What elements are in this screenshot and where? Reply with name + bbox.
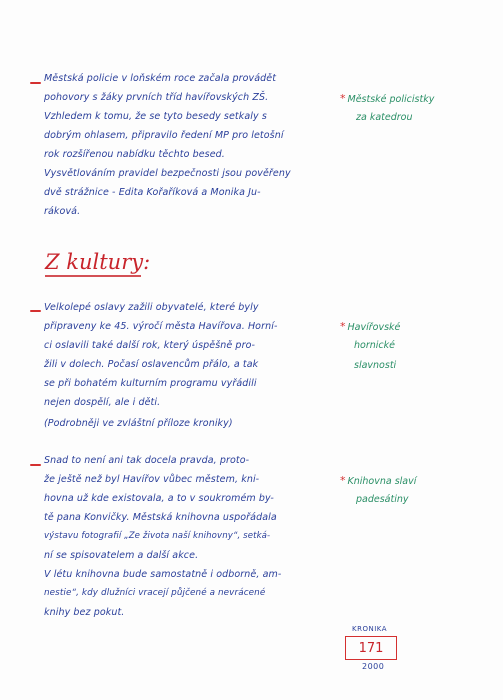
note-line: hornické [354, 340, 395, 351]
paragraph-library [44, 455, 339, 625]
text-line: Vysvětlováním pravidel bezpečnosti jsou pověřeny [44, 168, 291, 179]
text-line: rok rozšířenou nabídku těchto besed. [44, 149, 225, 160]
asterisk-icon: * [340, 92, 346, 105]
stamp-label-top: KRONIKA [352, 625, 388, 633]
note-line: Knihovna slaví [347, 476, 417, 487]
paragraph-culture [44, 302, 334, 437]
bullet-dash [30, 82, 41, 84]
margin-note-police [340, 92, 490, 132]
section-heading [45, 250, 150, 274]
text-line: Velkolepé oslavy zažili obyvatelé, které byly [44, 302, 259, 313]
text-line: Vzhledem k tomu, že se tyto besedy setkaly s [44, 111, 267, 122]
bullet-dash [30, 310, 41, 312]
note-line: za katedrou [356, 112, 413, 123]
text-line: Městská policie v loňském roce začala provádět [44, 73, 277, 84]
asterisk-icon: * [340, 474, 346, 487]
text-line: žili v dolech. Počasí oslavencům přálo, a tak [44, 359, 259, 370]
note-line: padesátiny [356, 494, 409, 505]
stamp-year: 2000 [362, 662, 385, 671]
heading-underline [45, 275, 141, 277]
bullet-dash [30, 464, 41, 466]
text-line: V létu knihovna bude samostatně i odborně, am- [44, 569, 282, 580]
text-line: nestie“, kdy dlužníci vracejí půjčené a nevrácené [44, 588, 266, 598]
text-line: ní se spisovatelem a další akce. [44, 550, 199, 561]
text-line: tě pana Konvičky. Městská knihovna uspořádala [44, 512, 277, 523]
text-line: nejen dospělí, ale i děti. [44, 397, 161, 408]
text-line: Snad to není ani tak docela pravda, proto- [44, 455, 250, 466]
heading-text: Z kultury: [45, 250, 151, 274]
text-line: ráková. [44, 206, 81, 217]
text-line: ci oslavili také další rok, který úspěšně pro- [44, 340, 256, 351]
text-line: že ještě než byl Havířov vůbec městem, kni- [44, 474, 260, 485]
text-line: hovna už kde existovala, a to v soukromém by- [44, 493, 274, 504]
text-line: (Podrobněji ve zvláštní příloze kroniky) [44, 418, 233, 429]
text-line: připraveny ke 45. výročí města Havířova. Horní- [44, 321, 278, 332]
paragraph-police [44, 73, 334, 223]
text-line: knihy bez pokut. [44, 607, 125, 618]
text-line: dobrým ohlasem, připravilo ředení MP pro letošní [44, 130, 284, 141]
text-line: výstavu fotografií „Ze života naší knihovny“, setká- [44, 531, 271, 541]
text-line: pohovory s žáky prvních tříd havířovských ZŠ. [44, 92, 269, 103]
note-line: Havířovské [347, 322, 401, 333]
note-line: Městské policistky [347, 94, 435, 105]
margin-note-library [340, 474, 490, 514]
margin-note-culture [340, 320, 490, 380]
page-number: 171 [358, 640, 384, 656]
text-line: dvě strážnice - Edita Kořaříková a Monika Ju- [44, 187, 261, 198]
page-number-stamp [345, 636, 397, 660]
asterisk-icon: * [340, 320, 346, 333]
note-line: slavnosti [354, 360, 397, 371]
text-line: se při bohatém kulturním programu vyřádili [44, 378, 257, 389]
